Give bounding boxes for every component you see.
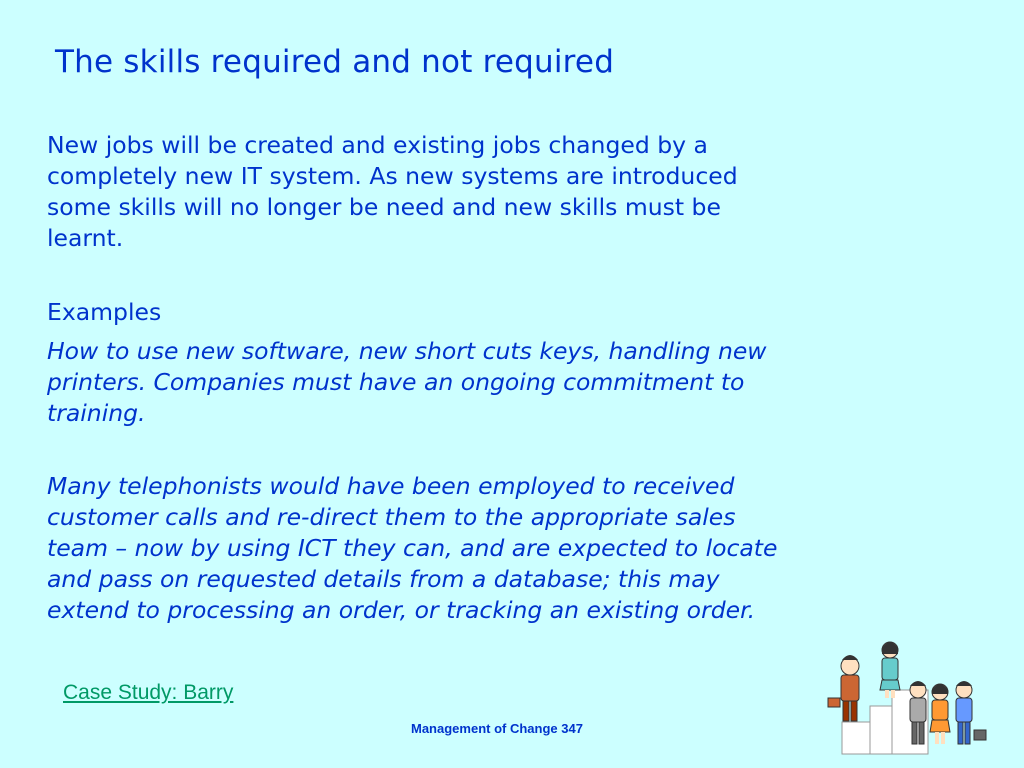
example-paragraph-telephonists: Many telephonists would have been employed to received customer calls and re-direct them to the appropriate sales team – now by using ICT they can, and are expected to locate and pass on requested details from a database; this may extend to processing an order, or tracking an existing order.	[47, 472, 778, 624]
examples-heading: Examples	[47, 298, 162, 326]
business-people-clipart-icon	[820, 636, 1000, 756]
slide-title: The skills required and not required	[55, 44, 615, 80]
example-paragraph-training: How to use new software, new short cuts keys, handling new printers. Companies must have an ongoing commitment to training.	[47, 337, 767, 427]
slide-footer: Management of Change 347	[411, 721, 583, 736]
intro-paragraph: New jobs will be created and existing jobs changed by a completely new IT system. As new systems are introduced some skills will no longer be need and new skills must be learnt.	[47, 131, 738, 252]
case-study-link[interactable]: Case Study: Barry	[63, 681, 234, 704]
